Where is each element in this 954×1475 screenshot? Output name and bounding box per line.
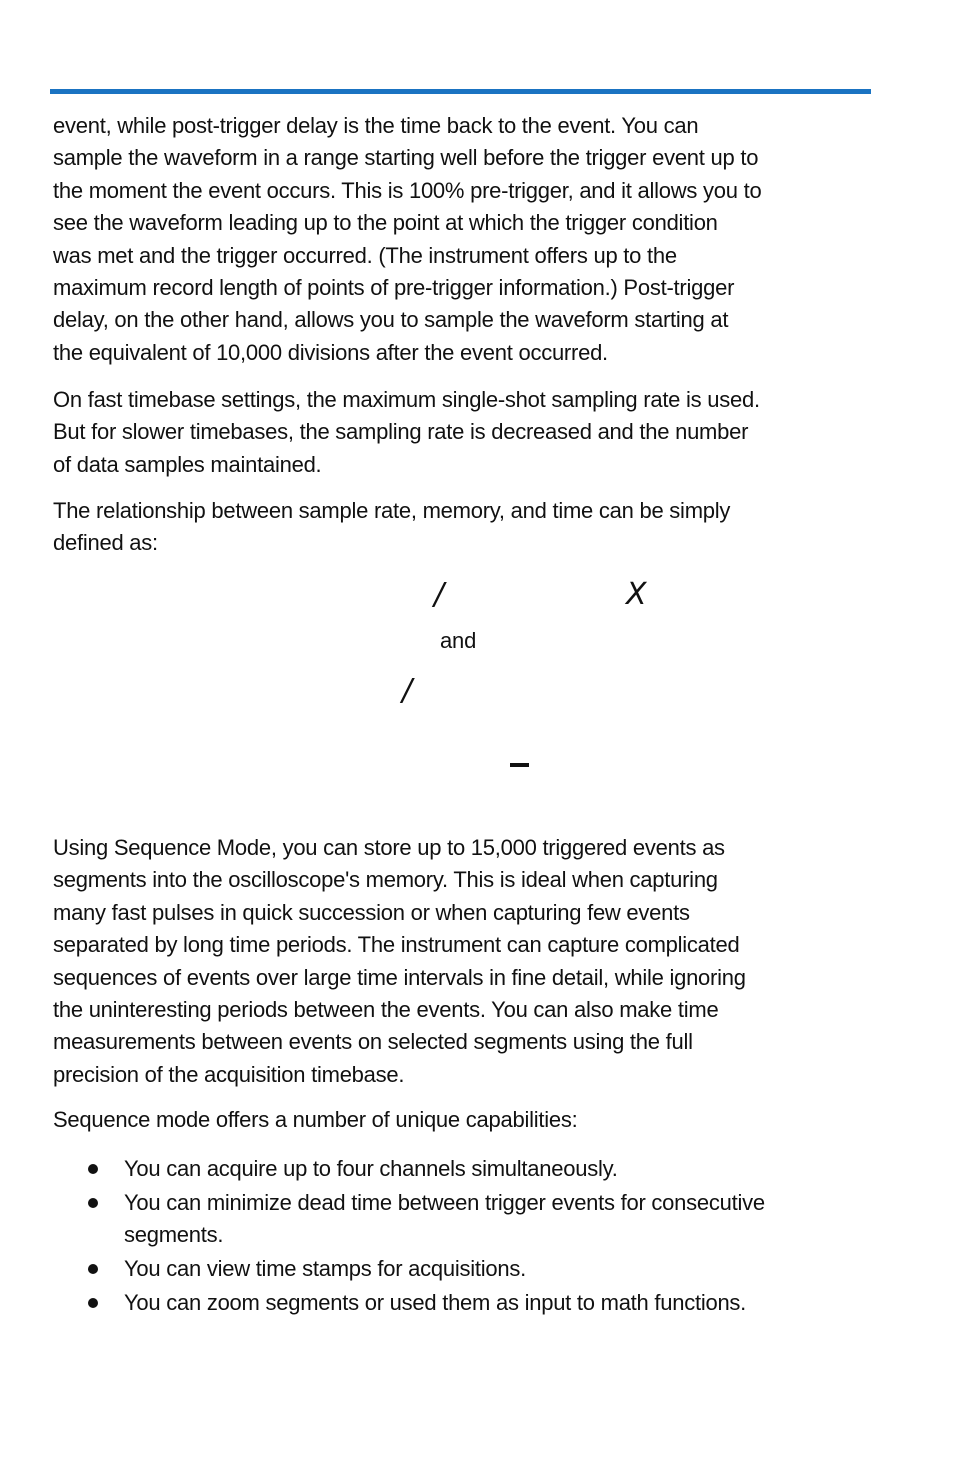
text-line: segments into the oscilloscope's memory. This is ideal when capturing — [53, 867, 718, 893]
list-item-text: segments. — [124, 1222, 224, 1248]
text-line: defined as: — [53, 530, 158, 556]
list-item-text: You can minimize dead time between trigger events for consecutive — [124, 1190, 765, 1215]
paragraph-capabilities-intro — [53, 1104, 883, 1136]
text-line: On fast timebase settings, the maximum single-shot sampling rate is used. — [53, 387, 760, 412]
paragraph-trigger-delay — [53, 110, 883, 369]
text-line: many fast pulses in quick succession or when capturing few events — [53, 899, 690, 925]
list-item — [0, 1187, 954, 1252]
list-item-text: You can view time stamps for acquisitions. — [124, 1256, 526, 1282]
bullet-icon — [88, 1264, 98, 1274]
capabilities-list — [0, 1153, 954, 1321]
text-line: Sequence mode offers a number of unique capabilities: — [53, 1107, 578, 1132]
text-line: But for slower timebases, the sampling rate is decreased and the number — [53, 419, 749, 445]
equation-minus — [510, 763, 529, 767]
bullet-icon — [88, 1164, 98, 1174]
bullet-icon — [88, 1198, 98, 1208]
text-line: The relationship between sample rate, memory, and time can be simply — [53, 498, 731, 523]
list-item-text: You can acquire up to four channels simultaneously. — [124, 1156, 618, 1181]
list-item — [0, 1153, 954, 1185]
text-line: of data samples maintained. — [53, 451, 322, 477]
text-line: see the waveform leading up to the point at which the trigger condition — [53, 210, 718, 236]
equation-multiply: X — [626, 577, 647, 612]
equation-slash: / — [434, 577, 445, 612]
text-line: was met and the trigger occurred. (The instrument offers up to the — [53, 242, 677, 268]
text-line: measurements between events on selected segments using the full — [53, 1029, 693, 1055]
text-line: the moment the event occurs. This is 100% pre-trigger, and it allows you to — [53, 177, 762, 203]
text-line: delay, on the other hand, allows you to sample the waveform starting at — [53, 307, 729, 333]
text-line: separated by long time periods. The instrument can capture complicated — [53, 932, 740, 958]
paragraph-sequence-mode — [53, 832, 883, 1091]
list-item — [0, 1253, 954, 1285]
text-line: event, while post-trigger delay is the time back to the event. You can — [53, 113, 699, 138]
text-line: sequences of events over large time intervals in fine detail, while ignoring — [53, 964, 746, 990]
list-item-text: You can zoom segments or used them as input to math functions. — [124, 1290, 747, 1316]
bullet-icon — [88, 1298, 98, 1308]
list-item — [0, 1287, 954, 1319]
header-rule — [50, 89, 871, 94]
text-line: the uninteresting periods between the events. You can also make time — [53, 997, 719, 1023]
text-line: sample the waveform in a range starting well before the trigger event up to — [53, 145, 759, 171]
equation-slash: / — [402, 673, 413, 708]
text-line: maximum record length of points of pre-trigger information.) Post-trigger — [53, 275, 735, 301]
paragraph-timebase — [53, 384, 883, 481]
text-line: the equivalent of 10,000 divisions after the event occurred. — [53, 339, 608, 365]
equation-and: and — [440, 628, 477, 653]
text-line: Using Sequence Mode, you can store up to 15,000 triggered events as — [53, 835, 725, 860]
text-line: precision of the acquisition timebase. — [53, 1061, 405, 1087]
paragraph-relationship — [53, 495, 883, 560]
